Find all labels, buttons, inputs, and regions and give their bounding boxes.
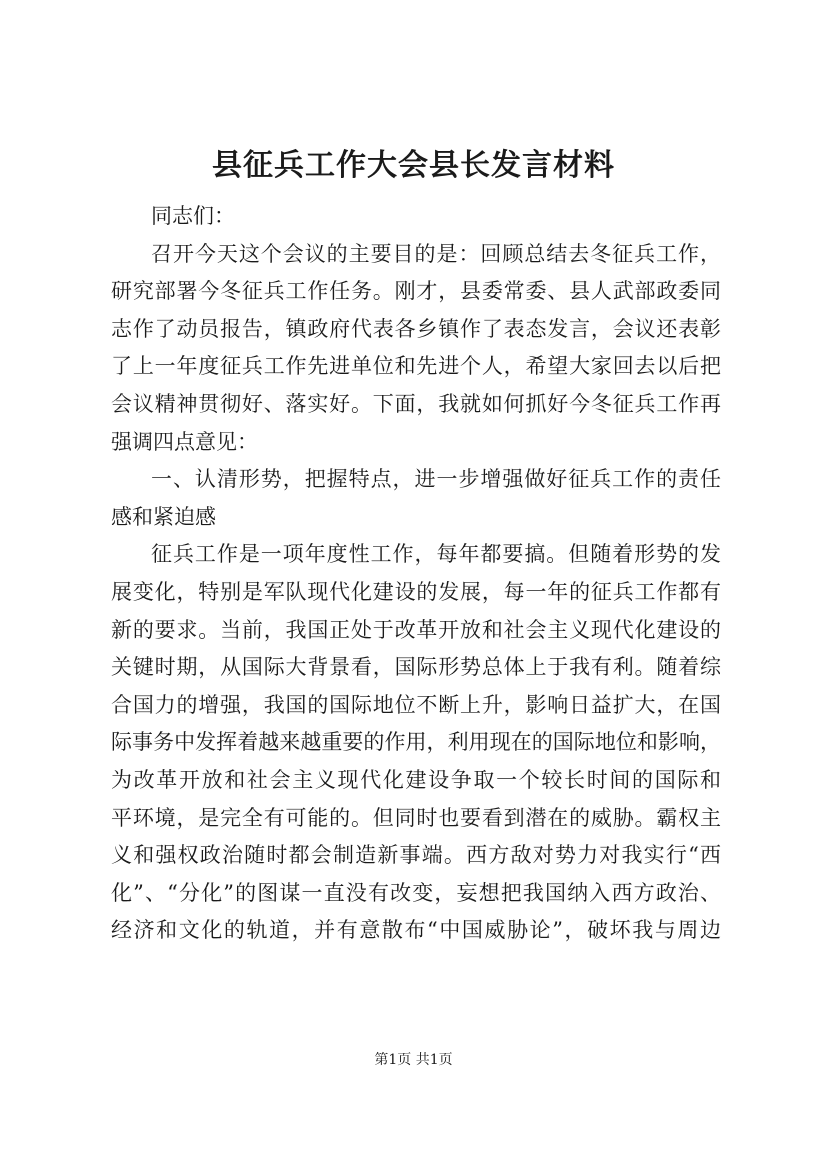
paragraph-line: 化”、“分化”的图谋一直没有改变，妄想把我国纳入西方政治、: [111, 880, 721, 905]
page-footer: 第1页 共1页: [374, 1052, 453, 1068]
paragraph-line: 义和强权政治随时都会制造新事端。西方敌对势力对我实行“西: [111, 843, 721, 868]
paragraph-line: 关键时期，从国际大背景看，国际形势总体上于我有利。随着综: [111, 655, 721, 680]
section-heading-line: 一、认清形势，把握特点，进一步增强做好征兵工作的责任: [151, 467, 721, 492]
paragraph-line: 经济和文化的轨道，并有意散布“中国威胁论”，破坏我与周边: [111, 918, 721, 943]
paragraph-line: 合国力的增强，我国的国际地位不断上升，影响日益扩大，在国: [111, 692, 721, 717]
paragraph-line: 际事务中发挥着越来越重要的作用，利用现在的国际地位和影响，: [111, 730, 721, 755]
paragraph-line: 展变化，特别是军队现代化建设的发展，每一年的征兵工作都有: [111, 579, 721, 604]
salutation-line: 同志们：: [151, 204, 235, 228]
paragraph-line: 召开今天这个会议的主要目的是：回顾总结去冬征兵工作，: [151, 241, 721, 266]
paragraph-line: 平环境，是完全有可能的。但同时也要看到潜在的威胁。霸权主: [111, 805, 721, 830]
paragraph-line: 会议精神贯彻好、落实好。下面，我就如何抓好今冬征兵工作再: [111, 391, 721, 416]
paragraph-line: 志作了动员报告，镇政府代表各乡镇作了表态发言，会议还表彰: [111, 316, 721, 341]
paragraph-line: 新的要求。当前，我国正处于改革开放和社会主义现代化建设的: [111, 617, 721, 642]
document-body: [111, 198, 721, 950]
paragraph-line: 研究部署今冬征兵工作任务。刚才，县委常委、县人武部政委同: [111, 279, 721, 304]
section-heading-line: 感和紧迫感: [111, 504, 216, 529]
paragraph-line: 强调四点意见：: [111, 429, 258, 454]
document-title: 县征兵工作大会县长发言材料: [212, 148, 615, 183]
paragraph-line: 为改革开放和社会主义现代化建设争取一个较长时间的国际和: [111, 767, 721, 792]
paragraph-line: 了上一年度征兵工作先进单位和先进个人，希望大家回去以后把: [111, 354, 721, 379]
paragraph-line: 征兵工作是一项年度性工作，每年都要搞。但随着形势的发: [151, 542, 721, 567]
